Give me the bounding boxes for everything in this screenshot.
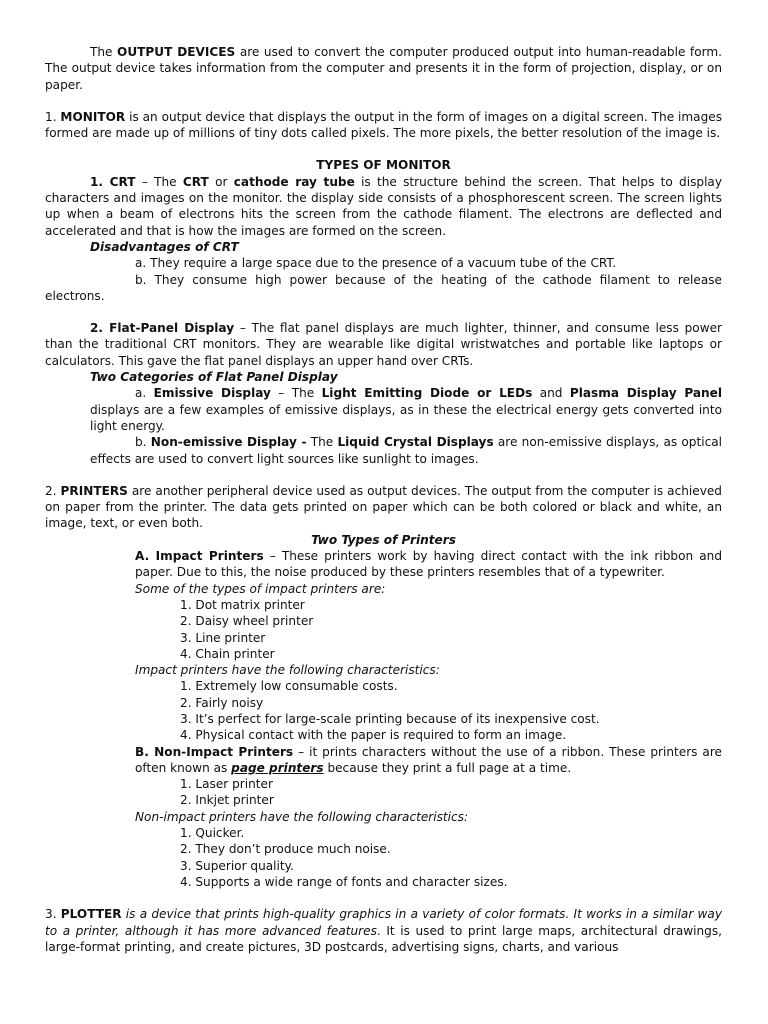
list-item: 2. They don’t produce much noise.: [180, 842, 391, 857]
crt-disadvantage-b: b. They consume high power because of the heating of the cathode filament to release electrons.: [45, 272, 722, 303]
document-body: [45, 44, 722, 955]
list-item: 3. It’s perfect for large-scale printing because of its inexpensive cost.: [180, 711, 600, 726]
list-item: 3. Line printer: [180, 630, 266, 645]
printers-paragraph: [45, 483, 722, 532]
list-item: 4. Chain printer: [180, 646, 275, 661]
printers-term: PRINTERS: [60, 483, 128, 498]
item-text: are non-emissive displays, as optical effects are used to convert light sources like sunlight to images.: [90, 435, 722, 466]
intro-text: The: [90, 45, 118, 59]
output-devices-term: OUTPUT DEVICES: [117, 45, 236, 59]
item-text: displays are a few examples of emissive displays, as in these the electrical energy gets converted into light energy.: [90, 402, 722, 433]
printer-types-heading: [45, 532, 722, 548]
plotter-number: 3.: [45, 907, 61, 922]
item-text: The: [306, 435, 338, 450]
types-of-monitor-heading: [45, 157, 722, 173]
intro-text: Impact printers have the following characteristics:: [135, 663, 440, 678]
monitor-text: is an output device that displays the output in the form of images on a digital screen. The images formed are made up of millions of tiny dots called pixels. The more pixels, the better resolution of the image is.: [45, 109, 722, 141]
list-item: 2. Fairly noisy: [180, 695, 264, 710]
led-term: Light Emitting Diode or LEDs: [321, 386, 533, 401]
heading-text: Two Types of Printers: [311, 532, 456, 547]
impact-printers-term: A. Impact Printers: [135, 549, 264, 564]
list-item: 4. Supports a wide range of fonts and character sizes.: [180, 874, 508, 889]
non-emissive-display-item: [45, 434, 722, 467]
list-item: 2. Inkjet printer: [180, 793, 274, 808]
impact-types-list: [45, 597, 722, 662]
item-marker: b.: [135, 435, 151, 450]
flat-panel-text: – The flat panel displays are much lighter, thinner, and consume less power than the traditional CRT monitors. They are wearable like digital wristwatches and portable like laptops or calculators. This gave the flat panel displays an upper hand over CRTs.: [45, 321, 723, 368]
flat-panel-categories-heading: [45, 369, 722, 385]
intro-text: Some of the types of impact printers are:: [135, 581, 386, 596]
impact-characteristics-list: [45, 678, 722, 743]
list-item: 1. Extremely low consumable costs.: [180, 679, 398, 694]
cathode-ray-tube-term: cathode ray tube: [233, 174, 355, 189]
plotter-paragraph: [45, 906, 722, 955]
non-impact-characteristics-list: [45, 825, 722, 890]
crt-term: CRT: [182, 174, 209, 189]
non-impact-types-list: [45, 776, 722, 809]
crt-disadvantage-a: a. They require a large space due to the presence of a vacuum tube of the CRT.: [135, 256, 617, 271]
item-text: and: [532, 386, 570, 401]
printers-number: 2.: [45, 483, 61, 498]
impact-types-intro: [45, 581, 722, 597]
list-item: 1. Quicker.: [180, 826, 245, 841]
list-item: 2. Daisy wheel printer: [180, 614, 314, 629]
non-impact-text: – it prints characters without the use of a ribbon. These printers are often known as: [135, 744, 722, 775]
flat-panel-label: 2. Flat-Panel Display: [90, 321, 235, 336]
heading-text: TYPES OF MONITOR: [316, 158, 451, 173]
monitor-term: MONITOR: [60, 109, 126, 124]
non-impact-characteristics-intro: [45, 809, 722, 825]
list-item: 4. Physical contact with the paper is required to form an image.: [180, 728, 567, 743]
intro-paragraph: [45, 44, 722, 93]
crt-text: – The: [135, 174, 183, 189]
emissive-display-term: Emissive Display: [153, 386, 271, 401]
crt-text: or: [208, 174, 234, 189]
emissive-display-item: [45, 385, 722, 434]
impact-characteristics-intro: [45, 662, 722, 678]
plotter-italic-text: is a device that prints high-quality graphics in a variety of color formats. It works in a similar way to a printer, although it has more advanced features: [45, 907, 723, 938]
item-text: – The: [270, 386, 322, 401]
non-impact-text: because they print a full page at a time.: [323, 760, 572, 775]
crt-paragraph: [45, 174, 722, 239]
non-impact-printers-paragraph: [45, 744, 722, 777]
plotter-text: . It is used to print large maps, architectural drawings, large-format printing, and create pictures, 3D postcards, advertising signs, charts, and various: [45, 923, 722, 954]
flat-panel-paragraph: [45, 320, 722, 369]
printers-text: are another peripheral device used as output devices. The output from the computer is achieved on paper from the printer. The data gets printed on paper which can be both colored or black and white, an image, text, or even both.: [45, 483, 722, 531]
item-marker: a.: [135, 386, 154, 401]
intro-text: Non-impact printers have the following characteristics:: [135, 809, 469, 824]
lcd-term: Liquid Crystal Displays: [337, 435, 494, 450]
crt-label: 1. CRT: [90, 174, 136, 189]
list-item: 1. Dot matrix printer: [180, 597, 305, 612]
non-impact-printers-term: B. Non-Impact Printers: [135, 744, 294, 759]
list-item: 1. Laser printer: [180, 777, 273, 792]
heading-text: Two Categories of Flat Panel Display: [90, 370, 338, 385]
intro-text: are used to convert the computer produced output into human-readable form. The output device takes information from the computer and presents it in the form of projection, display, or on paper.: [45, 45, 722, 92]
impact-printers-text: – These printers work by having direct contact with the ink ribbon and paper. Due to this, the noise produced by these printers resembles that of a typewriter.: [135, 549, 722, 580]
heading-text: Disadvantages of CRT: [90, 239, 239, 254]
list-item: 3. Superior quality.: [180, 858, 294, 873]
plotter-term: PLOTTER: [60, 907, 122, 922]
page-printers-term: page printers: [231, 760, 324, 775]
crt-disadvantages-heading: [45, 239, 722, 255]
non-emissive-display-term: Non-emissive Display -: [150, 435, 307, 450]
crt-text: is the structure behind the screen. That helps to display characters and images on the monitor. the display side consists of a phosphorescent screen. The screen lights up when a beam of electrons hits the screen from the cathode filament. The electrons are deflected and accelerated and that is how the images are formed on the screen.: [45, 174, 723, 238]
impact-printers-paragraph: [45, 548, 722, 581]
monitor-paragraph: [45, 109, 722, 142]
monitor-number: 1.: [45, 109, 61, 124]
plasma-display-term: Plasma Display Panel: [569, 386, 722, 401]
